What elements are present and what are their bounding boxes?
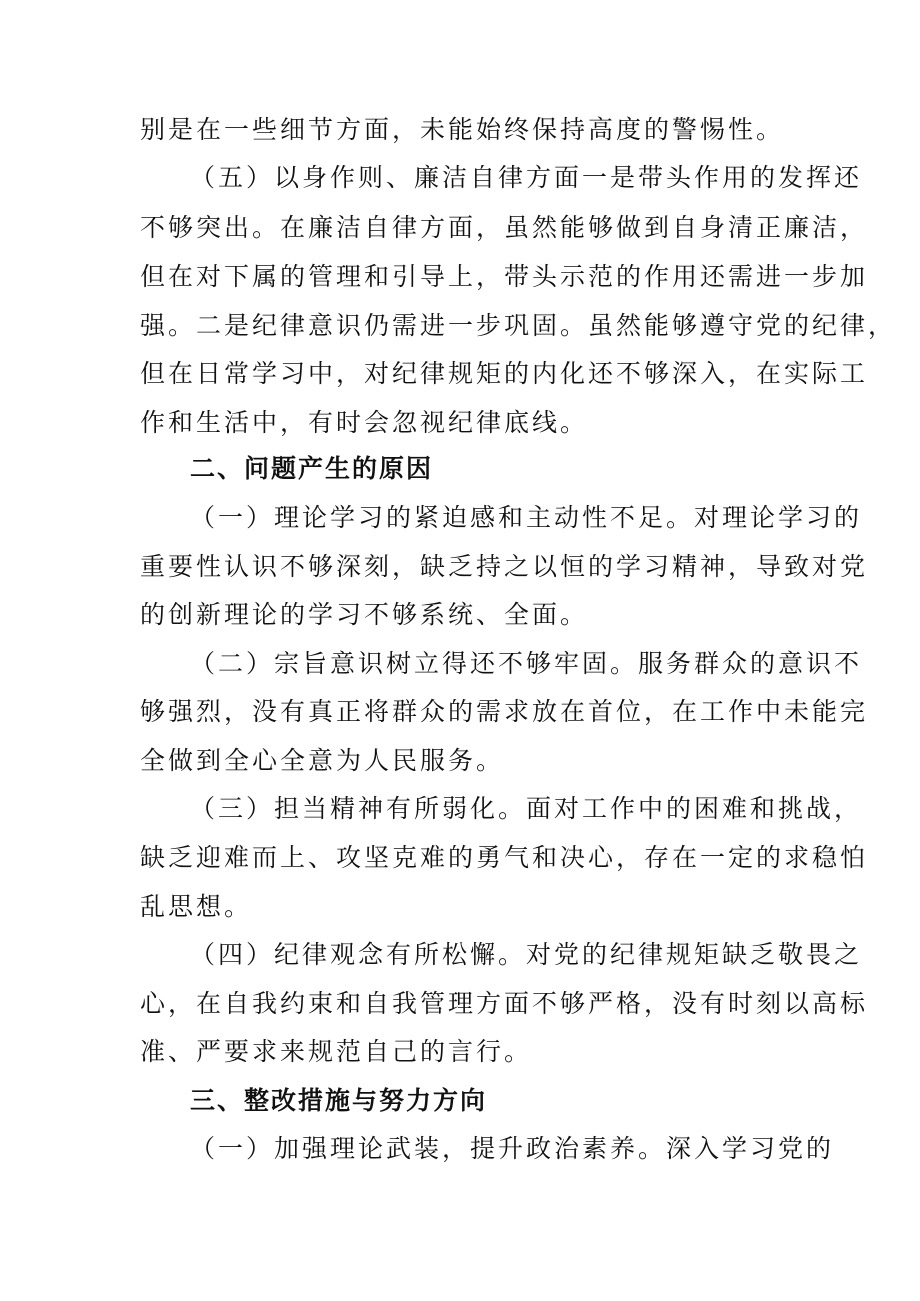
text-line: 强。二是纪律意识仍需进一步巩固。虽然能够遵守党的纪律， [140,311,897,340]
text-line: 够强烈，没有真正将群众的需求放在首位，在工作中未能完 [140,697,869,726]
text-line: 全做到全心全意为人民服务。 [140,746,505,775]
paragraph-first-line: （四）纪律观念有所松懈。对党的纪律规矩缺乏敬畏之 [190,940,863,969]
text-line: 不够突出。在廉洁自律方面，虽然能够做到自身清正廉洁， [140,213,869,242]
text-line: 别是在一些细节方面，未能始终保持高度的警惕性。 [140,115,785,144]
paragraph-first-line: （一）加强理论武装，提升政治素养。深入学习党的 [190,1134,835,1163]
text-line: 乱思想。 [140,892,253,921]
text-line: 重要性认识不够深刻，缺乏持之以恒的学习精神，导致对党 [140,552,869,581]
text-line: 但在日常学习中，对纪律规矩的内化还不够深入，在实际工 [140,359,869,388]
text-line: 但在对下属的管理和引导上，带头示范的作用还需进一步加 [140,262,869,291]
paragraph-first-line: （三）担当精神有所弱化。面对工作中的困难和挑战， [190,794,863,823]
text-line: 的创新理论的学习不够系统、全面。 [140,600,589,629]
text-line: 缺乏迎难而上、攻坚克难的勇气和决心，存在一定的求稳怕 [140,843,869,872]
text-line: 心，在自我约束和自我管理方面不够严格，没有时刻以高标 [140,989,869,1018]
section-heading: 二、问题产生的原因 [190,454,434,483]
paragraph-first-line: （二）宗旨意识树立得还不够牢固。服务群众的意识不 [190,649,863,678]
paragraph-first-line: （五）以身作则、廉洁自律方面一是带头作用的发挥还 [190,163,863,192]
text-line: 作和生活中，有时会忽视纪律底线。 [140,408,589,437]
paragraph-first-line: （一）理论学习的紧迫感和主动性不足。对理论学习的 [190,503,863,532]
text-line: 准、严要求来规范自己的言行。 [140,1037,533,1066]
section-heading: 三、整改措施与努力方向 [190,1086,488,1115]
